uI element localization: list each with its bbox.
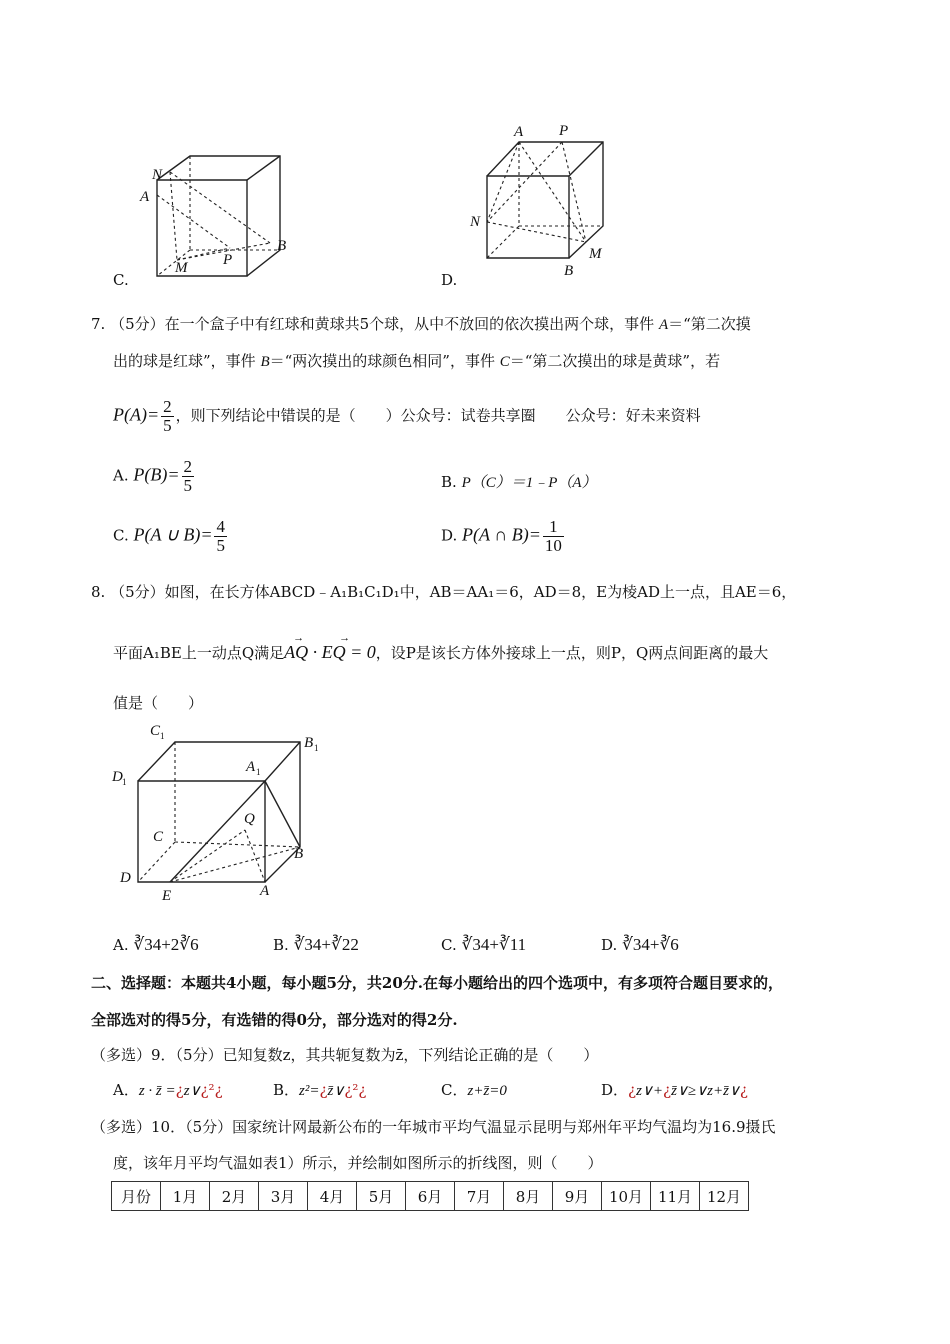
dashed-qa xyxy=(245,830,265,882)
option-text: P（C）＝1﹣P（A） xyxy=(461,475,597,491)
label-c: C xyxy=(153,829,164,845)
label-p: P xyxy=(223,252,233,268)
option-text: ∛34+∛6 xyxy=(622,935,679,954)
q9-option-b[interactable] xyxy=(273,1079,366,1100)
hidden-edge xyxy=(175,842,300,847)
q8-stem-1: 如图，在长方体ABCD﹣A₁B₁C₁D₁中，AB＝AA₁＝6，AD＝8，E为棱AD上一点，且AE＝6， xyxy=(164,583,797,601)
garbled-char: ¿ xyxy=(739,1081,748,1099)
option-letter: A． xyxy=(113,1081,139,1099)
table-cell: 8月 xyxy=(504,1182,553,1211)
event-b-letter: B xyxy=(260,354,270,370)
dashed-line-ap xyxy=(157,195,230,248)
label-sub: 1 xyxy=(256,767,261,777)
option-letter: C. xyxy=(113,526,129,545)
q8-number: 8. xyxy=(91,583,106,601)
option-expr: P(A ∪ B)= xyxy=(133,524,213,545)
option-expr: z+z̄=0 xyxy=(467,1083,507,1099)
hidden-edge xyxy=(138,842,175,882)
label-e: E xyxy=(162,888,172,904)
garbled-char: ¿ xyxy=(628,1081,637,1099)
label-a: A xyxy=(514,124,524,140)
prism-edge xyxy=(265,742,300,781)
dashed-eq xyxy=(170,830,245,882)
label-p: P xyxy=(559,123,569,139)
option-text: ∛34+2∛6 xyxy=(133,935,199,954)
q10-line2: 度，该年月平均气温如表1）所示，并绘制如图所示的折线图，则（ ） xyxy=(113,1154,603,1172)
q7-number: 7. xyxy=(91,315,106,333)
q7-stem-2b: ＝“两次摸出的球颜色相同”，事件 xyxy=(269,352,495,370)
option-fraction xyxy=(182,458,195,495)
option-fraction xyxy=(214,518,227,555)
option-expr: z∨ xyxy=(183,1083,201,1099)
dashed-line-nm xyxy=(487,222,586,242)
q9-option-c[interactable] xyxy=(441,1079,507,1100)
option-letter: B. xyxy=(273,936,289,954)
garbled-char: ¿ xyxy=(319,1081,328,1099)
dashed-line-nb xyxy=(170,172,270,243)
vector-arrow-icon: → xyxy=(339,632,351,644)
label-d1: D xyxy=(112,769,123,785)
q7-option-d[interactable] xyxy=(441,518,566,555)
q9-stem: （多选）9．（5分）已知复数z，其共轭复数为z̄，下列结论正确的是（ ） xyxy=(91,1046,599,1064)
option-letter: B． xyxy=(273,1081,300,1099)
q7-stem-2a: 出的球是红球”，事件 xyxy=(113,352,256,370)
event-c-letter: C xyxy=(499,354,510,370)
dashed-line-pm xyxy=(562,142,586,242)
label-d: D xyxy=(120,870,131,886)
table-cell: 4月 xyxy=(308,1182,357,1211)
edge-a1e xyxy=(170,781,265,882)
q7-score: （5分） xyxy=(110,315,165,333)
option-expr: z²= xyxy=(299,1083,320,1099)
q8-score: （5分） xyxy=(110,583,165,601)
label-n: N xyxy=(152,167,163,183)
cube-front-face xyxy=(487,176,569,258)
frac-num: 1 xyxy=(543,518,564,537)
label-sub: 1 xyxy=(160,731,165,741)
hidden-edge xyxy=(487,226,519,258)
label-b1: B xyxy=(304,735,314,751)
q8-option-c[interactable] xyxy=(441,935,526,955)
section2-heading-line1: 二、选择题：本题共4小题，每小题5分，共20分.在每小题给出的四个选项中，有多项符合题目要求的， xyxy=(91,974,783,992)
q8-line1 xyxy=(91,581,796,602)
option-expr: z̄∨ xyxy=(327,1083,345,1099)
cube-edge xyxy=(569,142,603,176)
dashed-eb xyxy=(170,847,300,882)
label-a: A xyxy=(140,189,150,205)
option-letter: D. xyxy=(601,936,618,954)
table-cell: 7月 xyxy=(455,1182,504,1211)
q7-option-b[interactable] xyxy=(441,471,597,492)
q9-option-a[interactable] xyxy=(113,1079,223,1100)
dashed-line-an xyxy=(487,142,519,222)
table-cell: 12月 xyxy=(700,1182,749,1211)
frac-den: 5 xyxy=(163,415,172,435)
table-cell: 2月 xyxy=(210,1182,259,1211)
q8-stem-2a: 平面A₁BE上一动点Q满足 xyxy=(113,644,285,662)
q8-option-d[interactable] xyxy=(601,935,679,955)
label-a1: A xyxy=(246,759,256,775)
option-text: ∛34+∛11 xyxy=(461,935,527,954)
frac-den: 10 xyxy=(544,535,562,555)
month-table xyxy=(111,1181,749,1211)
q8-stem-2b: ，设P是该长方体外接球上一点，则P，Q两点间距离的最大 xyxy=(375,644,769,662)
given-fraction xyxy=(161,398,174,435)
option-letter: A. xyxy=(113,936,129,954)
option-d-letter: D. xyxy=(441,271,458,289)
dashed-line-nm xyxy=(170,172,177,260)
dashed-line-am xyxy=(519,142,586,242)
label-a: A xyxy=(260,883,270,899)
label-b: B xyxy=(564,263,574,279)
q7-given-line xyxy=(113,398,701,435)
label-n: N xyxy=(470,214,481,230)
q7-line1 xyxy=(91,313,751,334)
table-cell: 10月 xyxy=(602,1182,651,1211)
label-b: B xyxy=(294,846,304,862)
label-q: Q xyxy=(244,811,255,827)
label-c1: C xyxy=(150,723,161,739)
garbled-char: ¿ xyxy=(663,1081,672,1099)
q8-option-a[interactable] xyxy=(113,935,199,955)
vector-arrow-icon: → xyxy=(293,632,305,644)
option-expr: z̄∨≥∨z+z̄∨ xyxy=(671,1083,740,1099)
table-cell: 11月 xyxy=(651,1182,700,1211)
q9-option-d[interactable] xyxy=(601,1079,748,1100)
q7-stem-2c: ＝“第二次摸出的球是黄球”，若 xyxy=(509,352,721,370)
option-fraction xyxy=(543,518,564,555)
q10-line1: （多选）10．（5分）国家统计网最新公布的一年城市平均气温显示昆明与郑州年平均气温均为16.9摄氏 xyxy=(91,1118,776,1136)
section2-heading-line2: 全部选对的得5分，有选错的得0分，部分选对的得2分. xyxy=(91,1011,458,1029)
option-expr: P(B)= xyxy=(133,464,180,485)
given-expr: P(A)= xyxy=(113,404,160,425)
event-a-letter: A xyxy=(658,317,669,333)
option-c-letter: C. xyxy=(113,271,129,289)
frac-num: 2 xyxy=(183,457,193,476)
garbled-char: ¿ xyxy=(175,1081,184,1099)
frac-num: 2 xyxy=(163,397,172,416)
prism-back-edges xyxy=(138,742,300,882)
option-letter: A. xyxy=(113,466,129,485)
option-letter: D. xyxy=(441,526,458,545)
q7-stem-1: 在一个盒子中有红球和黄球共5个球，从中不放回的依次摸出两个球，事件 xyxy=(164,315,655,333)
table-cell: 3月 xyxy=(259,1182,308,1211)
frac-num: 4 xyxy=(216,517,225,536)
table-cell: 1月 xyxy=(161,1182,210,1211)
event-a-text: ＝“第二次摸 xyxy=(668,315,751,333)
q7-question: ，则下列结论中错误的是（ ）公众号：试卷共享圈 公众号：好未来资料 xyxy=(175,406,701,425)
q7-option-a[interactable] xyxy=(113,458,196,495)
cube-back-edges xyxy=(157,156,280,276)
label-sub: 1 xyxy=(122,777,127,787)
option-letter: C. xyxy=(441,936,457,954)
figure-option-c xyxy=(130,150,300,290)
option-expr: z · z̄ = xyxy=(138,1083,176,1099)
option-expr: z∨+ xyxy=(636,1083,664,1099)
q7-line2 xyxy=(113,350,720,371)
garbled-char: ¿²¿ xyxy=(200,1081,223,1099)
table-cell: 月份 xyxy=(112,1182,161,1211)
cube-edge xyxy=(247,156,280,180)
garbled-char: ¿²¿ xyxy=(344,1081,367,1099)
table-cell: 5月 xyxy=(357,1182,406,1211)
edge-a1b xyxy=(265,781,300,847)
figure-option-d xyxy=(466,120,626,280)
vector-expression xyxy=(284,632,376,662)
option-letter: B. xyxy=(441,473,457,491)
q8-line3: 值是（ ） xyxy=(113,694,204,712)
frac-den: 5 xyxy=(183,475,193,495)
table-cell: 9月 xyxy=(553,1182,602,1211)
q8-line2 xyxy=(113,632,769,663)
label-m: M xyxy=(175,260,188,276)
option-letter: C． xyxy=(441,1081,468,1099)
frac-den: 5 xyxy=(216,535,225,555)
table-cell: 6月 xyxy=(406,1182,455,1211)
dashed-line-pn xyxy=(487,142,562,222)
option-letter: D． xyxy=(601,1081,629,1099)
q7-option-c[interactable] xyxy=(113,518,229,555)
q8-option-b[interactable] xyxy=(273,935,359,955)
table-row xyxy=(112,1182,749,1211)
option-expr: P(A ∩ B)= xyxy=(462,524,541,545)
figure-q8-prism xyxy=(110,715,330,905)
label-sub: 1 xyxy=(314,743,319,753)
option-text: ∛34+∛22 xyxy=(293,935,359,954)
label-b: B xyxy=(277,238,287,254)
vector-text: AQ · EQ = 0 xyxy=(284,642,376,662)
label-m: M xyxy=(589,246,602,262)
